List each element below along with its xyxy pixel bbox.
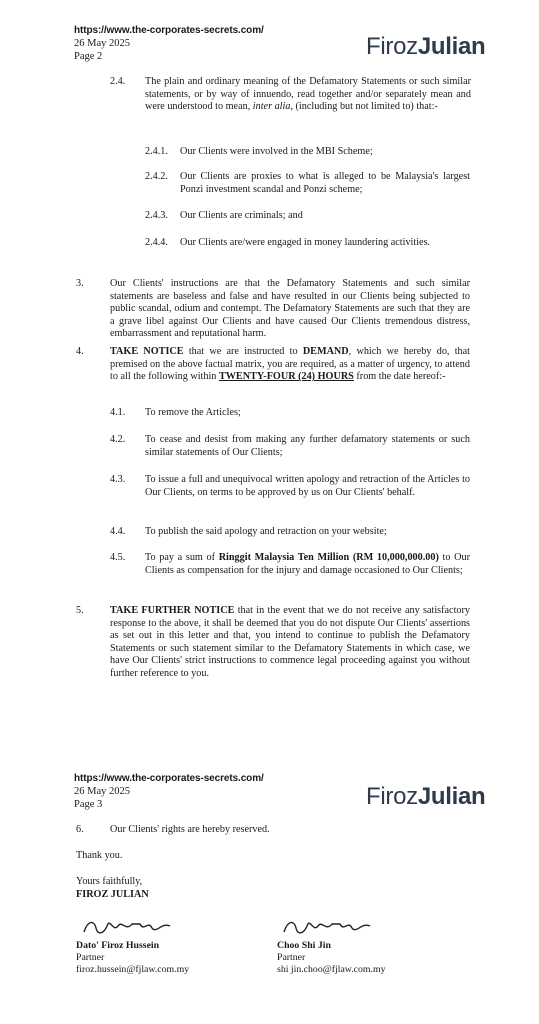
demand-label: DEMAND (302, 346, 349, 357)
sub-clause-number: 4.3. (110, 474, 126, 485)
signatory-role: Partner (76, 952, 105, 963)
header-url: https://www.the-corporates-secrets.com/ (74, 773, 264, 784)
sub-clause-number: 4.5. (110, 552, 126, 563)
clause-4-text-2: , which we hereby do, that premised on the above factual matrix, you are required, as a matter of urgency, to attend to all the following within (110, 346, 470, 383)
deadline-label: TWENTY-FOUR (24) HOURS (218, 371, 354, 383)
firm-name: FIROZ JULIAN (76, 889, 149, 900)
sub-clause-number: 4.1. (110, 407, 126, 418)
letter-page-3 (0, 768, 539, 1024)
clause-number: 2.4. (110, 76, 126, 87)
signature-scribble-icon (82, 918, 172, 936)
closing-thanks: Thank you. (76, 850, 123, 861)
clause-number: 4. (76, 346, 84, 357)
sub-clause-number: 2.4.4. (145, 237, 168, 248)
closing-yours: Yours faithfully, (76, 876, 143, 887)
clause-2-4-text (145, 76, 471, 114)
sub-clause-number: 4.4. (110, 526, 126, 537)
page-header (74, 24, 264, 63)
sub-clause-text: Our Clients are criminals; and (180, 210, 303, 221)
sub-clause-text: Our Clients were involved in the MBI Scheme; (180, 146, 373, 157)
sub-clause-text: To remove the Articles; (145, 407, 241, 418)
signatory-email: shi jin.choo@fjlaw.com.my (277, 964, 386, 975)
sub-clause-text: To publish the said apology and retraction on your website; (145, 526, 387, 537)
signature-scribble-icon (282, 918, 372, 936)
sub-clause-number: 2.4.1. (145, 146, 168, 157)
sub-clause-text: Our Clients are proxies to what is alleged to be Malaysia's largest Ponzi investment scandal and Ponzi scheme; (180, 171, 470, 195)
logo-julian: Julian (417, 783, 486, 810)
compensation-amount: Ringgit Malaysia Ten Million (RM 10,000,000.00) (218, 552, 439, 563)
clause-4-text-3: from the date hereof:- (353, 371, 446, 383)
clause-2-4-inter-alia: inter alia (252, 101, 291, 113)
header-url: https://www.the-corporates-secrets.com/ (74, 25, 264, 36)
firm-logo (366, 34, 485, 60)
signature-image-right (282, 918, 372, 939)
sub-clause-number: 2.4.2. (145, 171, 168, 182)
logo-julian: Julian (417, 33, 486, 60)
sub-clause-number: 2.4.3. (145, 210, 168, 221)
signatory-name: Dato' Firoz Hussein (76, 940, 160, 951)
clause-3-text: Our Clients' instructions are that the Defamatory Statements and such similar statements are baseless and false and have resulted in our Clients being subjected to public scandal, odium and contempt. The Defamatory Statements are such that they are a grave libel against Our Clients and have caused Our Clients tremendous distress, embarrassment and reputational harm. (110, 278, 470, 340)
header-date: 26 May 2025 (74, 786, 130, 797)
sub-clause-number: 4.2. (110, 434, 126, 445)
clause-2-4-text-a: The plain and ordinary meaning of the Defamatory Statements or such similar statements, or by way of innuendo, read together and/or separately mean and were understood to mean, (145, 76, 471, 113)
signature-image-left (82, 918, 172, 939)
signatory-email: firoz.hussein@fjlaw.com.my (76, 964, 190, 975)
page-header (74, 772, 264, 811)
logo-firoz: Firoz (366, 33, 418, 60)
clause-4-5-text-a: To pay a sum of (145, 552, 219, 563)
signatory-role: Partner (277, 952, 306, 963)
logo-firoz: Firoz (366, 783, 418, 810)
sub-clause-text: To cease and desist from making any further defamatory statements or such similar statements of Our Clients; (145, 434, 470, 458)
clause-2-4-text-b: , (including but not limited to) that:- (290, 101, 438, 113)
sub-clause-text: To issue a full and unequivocal written apology and retraction of the Articles to Our Clients, on terms to be approved by us on Our Clients' behalf. (145, 474, 470, 498)
clause-5-body: that in the event that we do not receive any satisfactory response to the above, it shall be deemed that you do not dispute Our Clients' assertions as set out in this letter and that, you intend to continue to publish the Defamatory Statements or such statement similar to the Defamatory Statements in which case, we have Our Clients' strict instructions to commence legal proceeding against you without further reference to you. (110, 605, 470, 679)
signatory-name: Choo Shi Jin (277, 940, 331, 951)
firm-logo (366, 784, 485, 810)
take-notice-label: TAKE NOTICE (110, 346, 184, 357)
clause-4-5-text-b: to Our Clients as compensation for the injury and damage occasioned to Our Clients; (145, 552, 470, 576)
take-further-notice-label: TAKE FURTHER NOTICE (110, 605, 235, 616)
header-page-number: Page 2 (74, 51, 103, 62)
clause-number: 3. (76, 278, 84, 289)
header-date: 26 May 2025 (74, 38, 130, 49)
sub-clause-text: Our Clients are/were engaged in money laundering activities. (180, 237, 431, 248)
clause-5-text (110, 605, 470, 681)
header-page-number: Page 3 (74, 799, 103, 810)
clause-number: 5. (76, 605, 84, 616)
sub-clause-4-5-text (145, 552, 470, 577)
clause-6-text: Our Clients' rights are hereby reserved. (110, 824, 270, 835)
clause-number: 6. (76, 824, 84, 835)
clause-4-text-1: that we are instructed to (183, 346, 303, 357)
clause-4-text (110, 346, 470, 384)
